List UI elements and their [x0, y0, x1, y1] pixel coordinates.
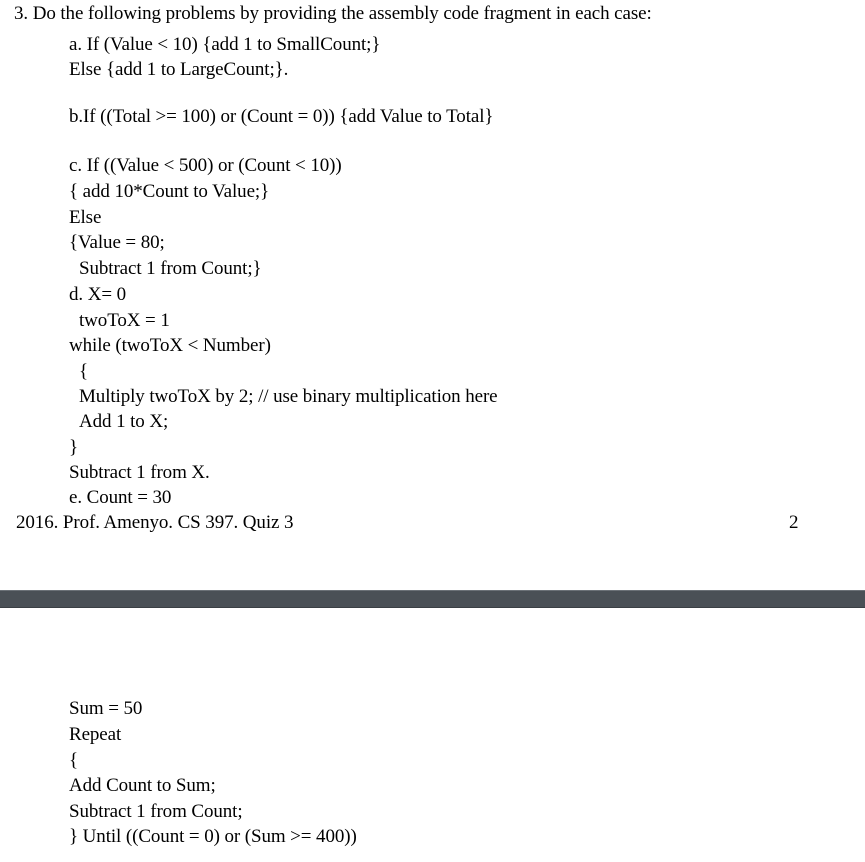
problem-c-line-3: Else [69, 207, 102, 228]
document-page-2 [0, 608, 865, 862]
problem-d-line-8: Subtract 1 from X. [69, 462, 210, 483]
problem-d-line-4: { [79, 361, 89, 382]
problem-e-line-6: Subtract 1 from Count; [69, 801, 243, 822]
problem-e-line-1: e. Count = 30 [69, 487, 172, 508]
page-number: 2 [789, 512, 799, 533]
problem-b-line-1: b.If ((Total >= 100) or (Count = 0)) {add Value to Total} [69, 106, 494, 127]
problem-c-line-4: {Value = 80; [69, 232, 165, 253]
problem-e-line-2: Sum = 50 [69, 698, 143, 719]
problem-e-line-7: } Until ((Count = 0) or (Sum >= 400)) [69, 826, 357, 847]
problem-d-line-7: } [69, 437, 79, 458]
problem-c-line-5: Subtract 1 from Count;} [79, 258, 262, 279]
problem-e-line-4: { [69, 750, 79, 771]
problem-a-line-2: Else {add 1 to LargeCount;}. [69, 59, 289, 80]
problem-d-line-1: d. X= 0 [69, 284, 126, 305]
problem-e-line-5: Add Count to Sum; [69, 775, 216, 796]
problem-d-line-6: Add 1 to X; [79, 411, 169, 432]
problem-d-line-2: twoToX = 1 [79, 310, 170, 331]
problem-c-line-1: c. If ((Value < 500) or (Count < 10)) [69, 155, 342, 176]
page-separator [0, 590, 865, 608]
problem-c-line-2: { add 10*Count to Value;} [69, 181, 270, 202]
question-heading: 3. Do the following problems by providing the assembly code fragment in each case: [14, 3, 652, 24]
problem-d-line-5: Multiply twoToX by 2; // use binary multiplication here [79, 386, 498, 407]
page-footer: 2016. Prof. Amenyo. CS 397. Quiz 3 [16, 512, 294, 533]
problem-d-line-3: while (twoToX < Number) [69, 335, 271, 356]
problem-e-line-3: Repeat [69, 724, 122, 745]
problem-a-line-1: a. If (Value < 10) {add 1 to SmallCount;} [69, 34, 381, 55]
